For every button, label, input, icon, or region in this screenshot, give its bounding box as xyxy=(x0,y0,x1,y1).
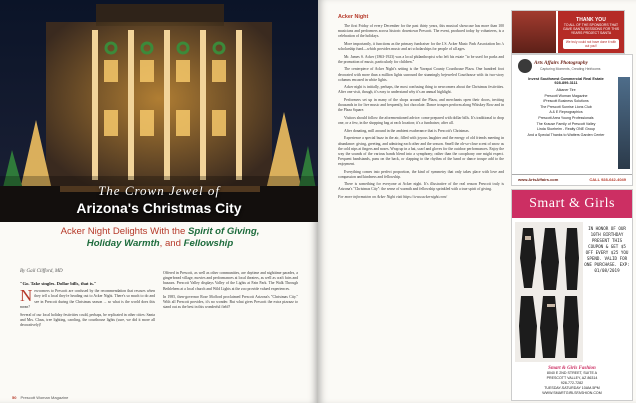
santa-photo xyxy=(512,11,556,53)
paragraph: Performers set up in many of the shops around the Plaza, and merchants open their doors, inviting thousands in for live music and frequently, hot chocolate. Dance troupes perform along Whiskey Row and in the Plaza Square. xyxy=(338,98,504,113)
right-page xyxy=(318,0,636,403)
ad-title: THANK YOU xyxy=(576,17,606,23)
list-item: Linda Skorheim - Realty ONE Group xyxy=(536,127,596,132)
list-item: iPrescott Business Solutions xyxy=(543,99,589,104)
sponsor-heading: Invest Southwest Commercial Real Estate 928-899-3111 xyxy=(528,77,604,85)
paragraph: After donating, mill around in the ambient exuberance that is Prescott's Christmas. xyxy=(344,128,470,133)
list-item: Prescott Woman Magazine xyxy=(544,93,588,98)
deck-holiday: Holiday Warmth xyxy=(86,238,160,249)
byline: By Gail Clifford, MD xyxy=(20,269,63,274)
paragraph: Everything comes into perfect proportion, the kind of symmetry that only takes place with love and compassion and kindness and fellowship. xyxy=(338,169,504,179)
paragraph: The first Friday of every December for the past thirty years, this musical showcase has more than 100 musicians and performers across historic downtown Prescott. The event, produced today by volunteers, is a celebration of the holidays. xyxy=(338,24,504,39)
article-deck xyxy=(20,226,300,250)
arts-affairs-ad xyxy=(511,54,633,186)
folio xyxy=(12,395,68,400)
paragraph: Acker night is initially, perhaps, the most confusing thing to newcomers about the Christmas festivities. After one visit, though, it's easy to understand why it's an annual highlight. xyxy=(338,85,504,95)
project-santa-ad xyxy=(511,10,625,54)
paragraph: Several of our local holiday festivities could, perhaps, be replicated in other cities: Santa and Mrs. Claus, tree lighting, caroling, the courthouse lights (sure, we did it more all decoratively)! xyxy=(20,313,155,328)
page-number: 50 xyxy=(12,395,17,400)
coupon-offer: IN HONOR OF OUR 10TH BIRTHDAY PRESENT THIS COUPON & GET $5 OFF EVERY $25 YOU SPEND. VALID FOR ONE PURCHASE. EXP: 01/08/2019 xyxy=(584,226,630,273)
list-item: The Prescott Sunrise Lions Club xyxy=(540,104,592,109)
store-phone: 928-772-7282 xyxy=(560,381,584,385)
left-column-2 xyxy=(163,271,298,313)
paragraph: Offered in Prescott, as well as other communities, are daytime and nighttime parades, a gingerbread village, movies and performances at local theaters, as well as craft fairs and bazaars. Prescott Valley displays Valley of the Lights at Fain Park. The Walk Through Bethlehem at a local church and Wild Lights at the zoo provide valued experiences. xyxy=(163,271,298,291)
camera-logo-icon xyxy=(518,59,532,73)
deck-prefix: Acker Night Delights With the xyxy=(60,226,188,237)
list-item: Prescott Area Young Professionals xyxy=(538,115,594,120)
intro-paragraph: Newcomers to Prescott are confused by the recommendation that rescues when they tell a local they're heading out to Acker Night. There's so much to do and see in Prescott during the Christmas season ... so what is the world does this mean? xyxy=(20,286,155,309)
smart-girls-ad xyxy=(511,189,633,401)
paragraph: Mr. James S. Acker (1863-1923) was a local philanthropist who left his estate "to be used for parks and the promotion of music, particularly for children." xyxy=(338,54,504,64)
store-city: PRESCOTT VALLEY, AZ 86314 xyxy=(546,376,598,380)
paragraph: More importantly, it functions as the primary fundraiser for the J.S. Acker Music Park Association Inc.'s scholarship fund—which provides music and art scholarships for people of all ages. xyxy=(338,41,504,51)
paragraph: There is something for everyone at Acker night. It's illustrative of the real reason Prescott truly is Arizona's "Christmas City": the sense of warmth and fellowship sprinkled with a true spirit of giving. xyxy=(338,182,504,192)
list-item: Alkaner Tire xyxy=(556,88,576,92)
left-column-1 xyxy=(20,281,155,332)
headline-kicker: The Crown Jewel of xyxy=(98,183,220,198)
deck-and: , and xyxy=(159,238,184,249)
ad-url: www.ArtsAffairs.com xyxy=(518,177,559,182)
ad-phone: CALL 928-642-4049 xyxy=(589,177,626,182)
store-name: Smart & Girls Fashion xyxy=(548,366,596,371)
store-web: WWW.SMARTGIRLSFASHION.COM xyxy=(542,391,602,395)
paragraph: The centerpiece of Acker Night's setting is the Yavapai County Courthouse Plaza. One hundred foot decorated with more than a million lights surround the stunningly bejeweled Courthouse with its two-story columns encased in white lights. xyxy=(338,67,504,82)
headline: Arizona's Christmas City xyxy=(76,200,242,216)
thank-you-box xyxy=(558,11,624,53)
ad-title: Smart & Girls xyxy=(512,190,632,218)
list-item: A & E Reprographics xyxy=(549,110,583,115)
store-hours: TUESDAY-SATURDAY 10AM-5PM xyxy=(544,386,600,390)
list-item: And a Special Thanks to Watters Garden Center xyxy=(527,132,605,137)
ad-photo xyxy=(618,77,630,169)
magazine-name: Prescott Woman Magazine xyxy=(20,395,69,400)
sponsor-list xyxy=(516,88,616,138)
deck-fellowship: Fellowship xyxy=(183,238,234,249)
right-article-column xyxy=(338,24,504,203)
drop-cap: N xyxy=(20,286,33,306)
more-info: For more information on Acker Night visit https://www.ackernight.com/ xyxy=(338,195,447,200)
paragraph: Visitors should follow the aforementioned advice: come prepared with dollar bills. It's traditional to drop one, or a few, in the shopping bag at each location; it's a fundraiser, after all. xyxy=(338,115,504,126)
deck-spirit: Spirit of Giving, xyxy=(188,226,260,237)
store-info xyxy=(512,366,632,396)
paragraph: Experience a special buzz in the air, filled with joyous laughter and the energy of old friends meeting in abundance: giving, greeting, and admiring each other and the season. Smell the oh-so-close scent of snow as the cold nips at fingers and noses. Wrap up in a hat, scarf and gloves for the outdoor performances. Enjoy the way the sounds of the various bands blend into a symphony; rather than the cacophony one might expect. Frequent bandstands, pans on the back, or clapping to the rhythm of the band or dance troupe add to the enjoyment. xyxy=(338,136,504,166)
dresses-photo xyxy=(515,222,583,362)
ad-line: We truly could not have done it with out you!! xyxy=(563,39,619,49)
ad-tagline: Capturing Moments, Creating Heirlooms xyxy=(540,67,601,71)
ad-footer xyxy=(512,174,632,185)
section-title: Acker Night xyxy=(338,14,369,20)
lead-quote: "Go. Take singles. Dollar bills, that is." xyxy=(20,281,97,286)
store-address: 8040 E 2ND STREET, SUITE A xyxy=(546,371,598,375)
ad-brand: Arts Affairs Photography xyxy=(534,60,588,66)
paragraph: In 1985, then-governor Rose Mofford proclaimed Prescott Arizona's "Christmas City." With all Prescott provides, it's no wonder. But what gives Prescott the extra pizzazz to stand out as the best in this wonderful field? xyxy=(163,294,298,310)
list-item: The Krause Family of Prescott Valley xyxy=(536,121,596,126)
ad-line: TO ALL OF THE SPONSORS THAT GAVE SANTA SESSIONS FOR THIS YEARS PROJECT SANTA xyxy=(563,23,619,36)
